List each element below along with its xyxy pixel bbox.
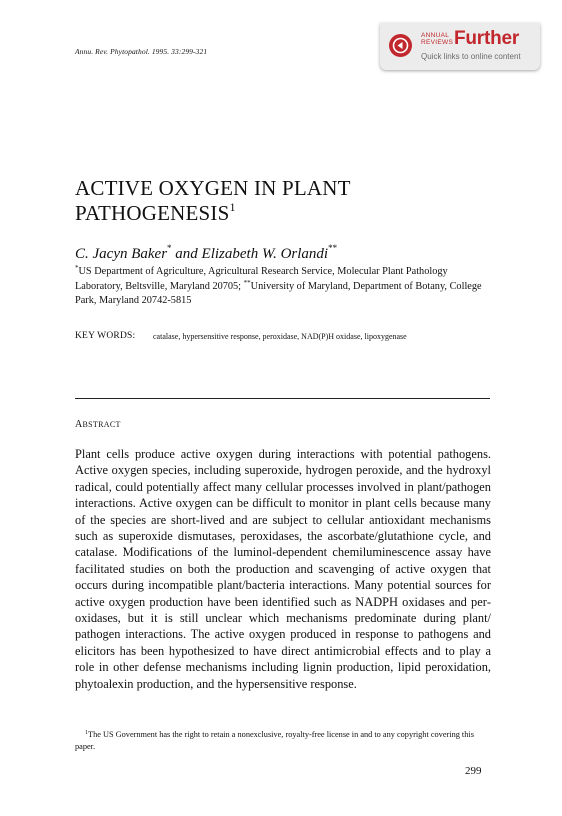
affiliations xyxy=(75,265,495,309)
author-name: Elizabeth W. Orlandi xyxy=(201,246,329,262)
article-title xyxy=(75,176,405,226)
badge-subtitle: Quick links to online content xyxy=(421,52,521,61)
badge-reviews-label: REVIEWS xyxy=(421,39,454,46)
abstract-heading xyxy=(75,419,121,430)
footnote-mark: 1 xyxy=(85,730,88,736)
affiliation-mark: * xyxy=(75,264,79,272)
footnote xyxy=(75,729,493,753)
author-name: C. Jacyn Baker xyxy=(75,246,168,262)
badge-further-label: Further xyxy=(454,28,520,49)
author-mark: ** xyxy=(328,243,338,253)
abstract-heading-rest: BSTRACT xyxy=(82,420,121,429)
journal-citation: Annu. Rev. Phytopathol. 1995. 33:299-321 xyxy=(75,47,208,56)
badge-annual-label: ANNUAL xyxy=(421,32,450,39)
further-quick-links-badge[interactable] xyxy=(380,23,540,70)
affiliation-umd: University of Maryland, Department of Botany, College Park, Maryland 20742-5815 xyxy=(75,280,482,306)
footnote-text: The US Government has the right to retain a nonexclusive, royalty-free license in and to any copyright covering this paper. xyxy=(75,730,474,751)
affiliation-usda: US Department of Agriculture, Agricultural Research Service, Molecular Plant Pathology Laboratory, Beltsville, Maryland 20705; xyxy=(75,266,448,292)
abstract-heading-initial: A xyxy=(75,419,83,430)
author-line xyxy=(75,243,338,263)
play-back-circle-icon xyxy=(389,34,412,57)
section-divider xyxy=(75,398,490,399)
author-mark: * xyxy=(167,243,172,253)
abstract-text: Plant cells produce active oxygen during interactions with potential pathogens. Active oxygen species, including superoxide, hydrogen peroxide, and the hydroxyl radical, could potentially affect many cellular processes involved in plant/pathogen interactions. Active oxygen can be difficult to monitor in plant cells because many of the species are short-lived and are subject to cellular antioxidant mechanisms such as superoxide dismutases, peroxidases, the ascorbate/glutathione cycle, and catalase. Modifications of the luminol-dependent chemiluminescence assay have facilitated studies on both the production and scavenging of active oxygen that occurs during incompatible plant/bacteria interactions. Many potential sources for active oxygen production have been identified such as NADPH oxidases and peroxidases, but it is still unclear which mechanisms predominate during plant/​pathogen interactions. The active oxygen produced in response to pathogens and elicitors has been hypothesized to have direct antimicrobial effects and to play a role in other defense mechanisms including lignin production, lipid peroxidation, phytoalexin production, and the hypersensitive response. xyxy=(75,447,491,691)
page-number: 299 xyxy=(465,765,482,777)
author-conjunction: and xyxy=(175,246,198,262)
affiliation-mark: ** xyxy=(243,278,251,287)
title-footnote-mark: 1 xyxy=(229,200,236,214)
keywords-label: KEY WORDS: xyxy=(75,331,136,341)
article-title-text: ACTIVE OXYGEN IN PLANT PATHOGENESIS xyxy=(75,176,351,225)
keywords-list: catalase, hypersensitive response, peroxidase, NAD(P)H oxidase, lipoxygenase xyxy=(153,332,407,341)
